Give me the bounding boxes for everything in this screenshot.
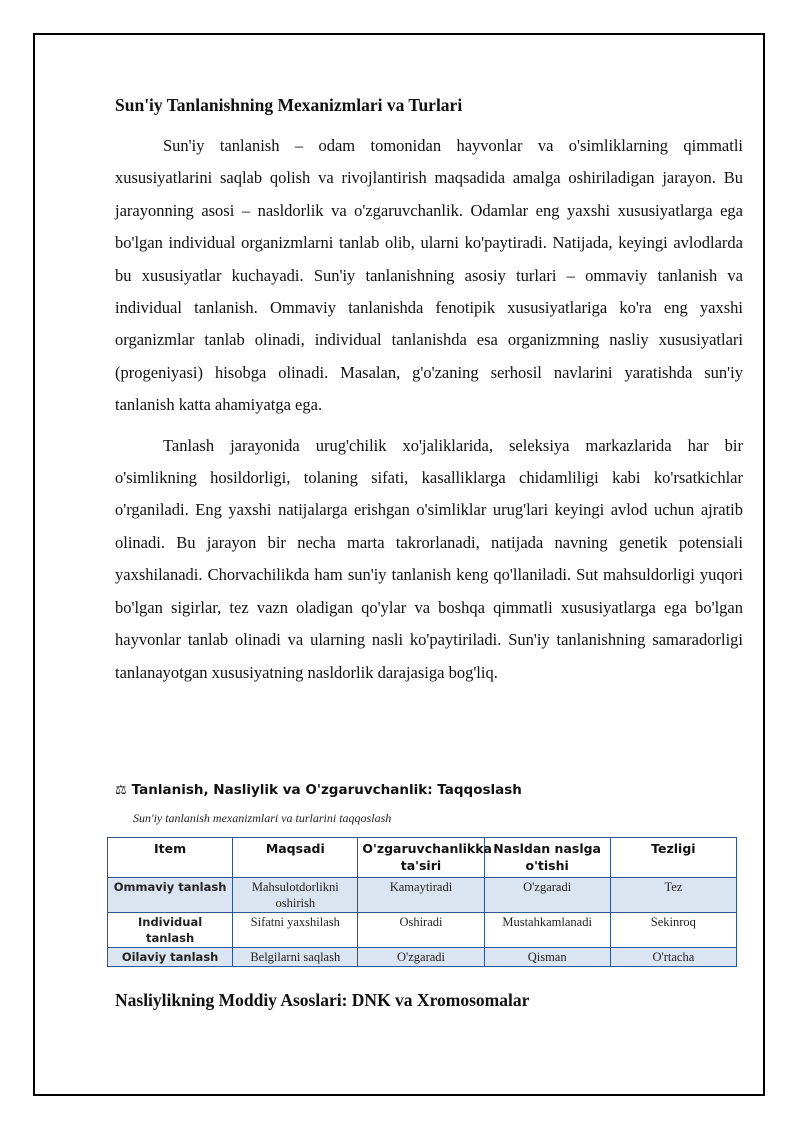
table-cell: Belgilarni saqlash — [233, 948, 358, 967]
table-cell: Qisman — [484, 948, 610, 967]
table-cell: Oilaviy tanlash — [108, 948, 233, 967]
table-row — [108, 948, 737, 967]
scale-icon: ⚖ — [115, 782, 127, 798]
comparison-table — [107, 837, 737, 967]
header-maqsadi: Maqsadi — [233, 838, 358, 878]
main-content — [115, 95, 743, 697]
section-heading: Sun'iy Tanlanishning Mexanizmlari va Turlari — [115, 95, 463, 115]
table-cell: Individual tanlash — [108, 913, 233, 948]
table-cell: O'zgaradi — [484, 878, 610, 913]
table-cell: Sifatni yaxshilash — [233, 913, 358, 948]
table-cell: Tez — [610, 878, 736, 913]
next-section-heading: Nasliylikning Moddiy Asoslari: DNK va Xromosomalar — [115, 990, 530, 1010]
table-cell: O'rtacha — [610, 948, 736, 967]
header-item: Item — [108, 838, 233, 878]
table-caption: Sun'iy tanlanish mexanizmlari va turlarini taqqoslash — [133, 811, 392, 825]
table-cell: Mahsulotdorlikni oshirish — [233, 878, 358, 913]
table-title-text: Tanlanish, Nasliylik va O'zgaruvchanlik: Taqqoslash — [131, 782, 522, 798]
table-header-row — [108, 838, 737, 878]
table-cell: Mustahkamlanadi — [484, 913, 610, 948]
table-cell: O'zgaradi — [358, 948, 484, 967]
paragraph-2: Tanlash jarayonida urug'chilik xo'jaliklarida, seleksiya markazlarida har bir o'simlikning hosildorligi, tolaning sifati, kasalliklarga chidamliligi kabi ko'rsatkichlar o'rganiladi. Eng yaxshi natijalarga erishgan o'simliklar urug'lari keyingi avlod uchun ajratib olinadi. Bu jarayon bir necha marta takrorlanadi, natijada navning genetik potensiali yaxshilanadi. Chorvachilikda ham sun'iy tanlanish keng qo'llaniladi. Sut mahsuldorligi yuqori bo'lgan sigirlar, tez vazn oladigan qo'ylar va boshqa qimmatli xususiyatlarga ega bo'lgan hayvonlar tanlab olinadi va ularning nasli ko'paytiriladi. Sun'iy tanlanishning samaradorligi tanlanayotgan xususiyatning nasldorlik darajasiga bog'liq. — [115, 435, 743, 682]
paragraph-1: Sun'iy tanlanish – odam tomonidan hayvonlar va o'simliklarning qimmatli xususiyatlarini saqlab qolish va rivojlantirish maqsadida amalga oshiriladigan jarayon. Bu jarayonning asosi – nasldorlik va o'zgaruvchanlik. Odamlar eng yaxshi xususiyatlarga ega bo'lgan individual organizmlarni tanlab olib, ularni ko'paytiradi. Natijada, keyingi avlodlarda bu xususiyatlar kuchayadi. Sun'iy tanlanishning asosiy turlari – ommaviy tanlanish va individual tanlanish. Ommaviy tanlanishda fenotipik xususiyatlariga ko'ra eng yaxshi organizmlar tanlab olinadi, individual tanlanishda esa organizmning nasliy xususiyatlari (progeniyasi) hisobga olinadi. Masalan, g'o'zaning serhosil navlarini yaratishda sun'iy tanlanish katta ahamiyatga ega. — [115, 136, 743, 415]
header-ozgaruvchanlik: O'zgaruvchanlikka ta'siri — [358, 838, 484, 878]
table-cell: Oshiradi — [358, 913, 484, 948]
table-cell: Kamaytiradi — [358, 878, 484, 913]
table-row — [108, 913, 737, 948]
table-title — [115, 782, 522, 798]
header-nasldan-naslga: Nasldan naslga o'tishi — [484, 838, 610, 878]
table-row — [108, 878, 737, 913]
header-tezligi: Tezligi — [610, 838, 736, 878]
table-cell: Sekinroq — [610, 913, 736, 948]
table-cell: Ommaviy tanlash — [108, 878, 233, 913]
